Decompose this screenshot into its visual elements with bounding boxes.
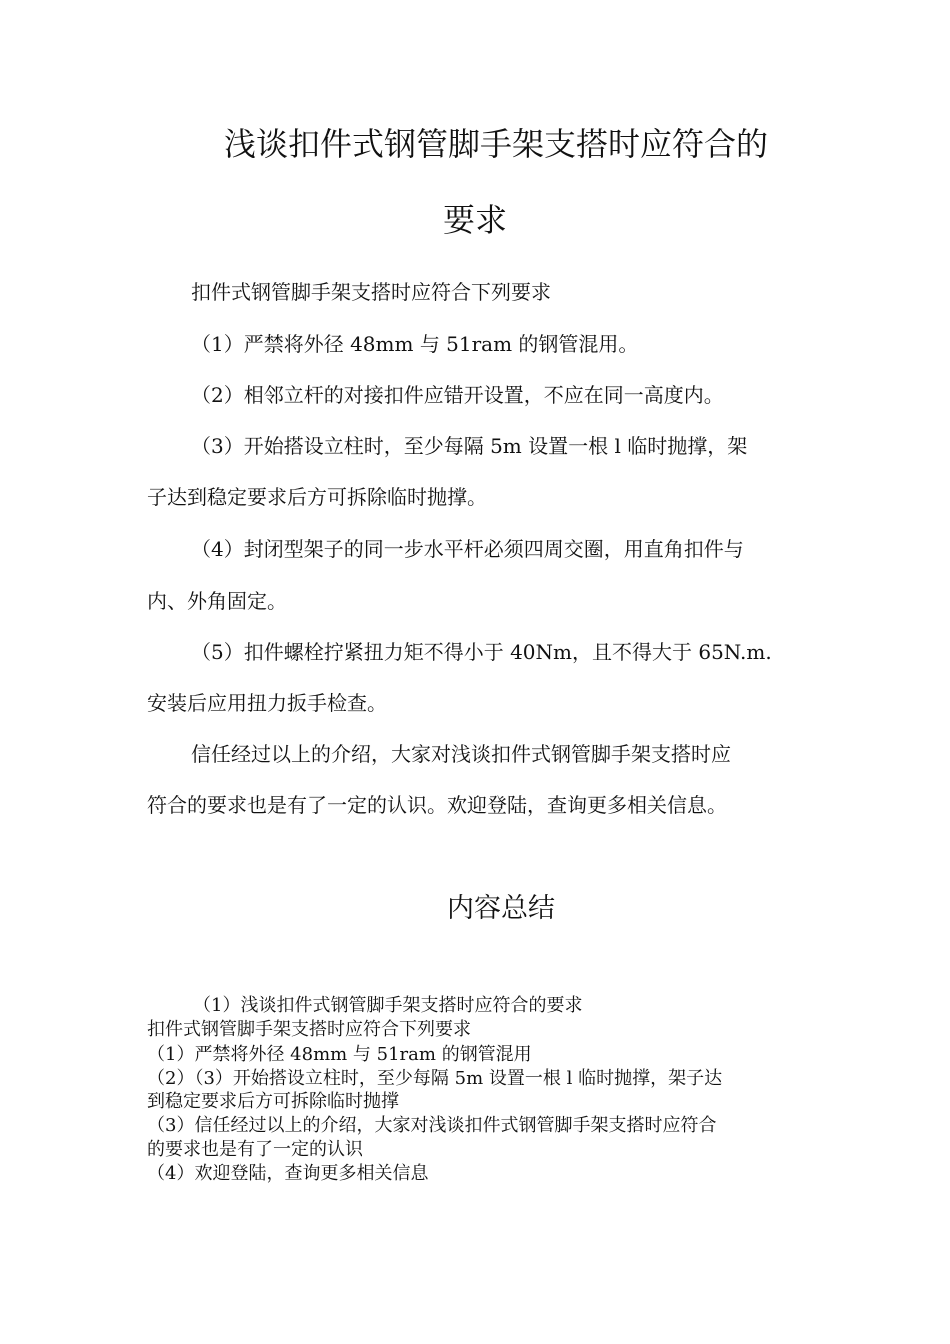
item-3-line-1: （3）开始搭设立柱时，至少每隔 5m 设置一根 l 临时抛撑，架 [191,434,748,458]
intro-paragraph: 扣件式钢管脚手架支搭时应符合下列要求 [191,280,551,304]
summary-line-3: （1）严禁将外径 48mm 与 51ram 的钢管混用 [147,1044,532,1065]
item-2: （2）相邻立杆的对接扣件应错开设置，不应在同一高度内。 [191,383,724,407]
summary-line-5: 到稳定要求后方可拆除临时抛撑 [147,1091,399,1112]
summary-line-7: 的要求也是有了一定的认识 [147,1139,363,1160]
closing-line-1: 信任经过以上的介绍，大家对浅谈扣件式钢管脚手架支搭时应 [191,742,731,766]
item-1: （1）严禁将外径 48mm 与 51ram 的钢管混用。 [191,332,639,356]
item-3-line-2: 子达到稳定要求后方可拆除临时抛撑。 [147,485,487,509]
summary-heading: 内容总结 [447,893,555,924]
item-4-line-2: 内、外角固定。 [147,589,287,613]
summary-line-4: （2）（3）开始搭设立柱时，至少每隔 5m 设置一根 l 临时抛撑，架子达 [147,1068,723,1089]
item-4-line-1: （4）封闭型架子的同一步水平杆必须四周交圈，用直角扣件与 [191,537,744,561]
summary-line-1: （1）浅谈扣件式钢管脚手架支搭时应符合的要求 [193,995,583,1016]
item-5-line-2: 安装后应用扭力扳手检查。 [147,691,387,715]
summary-line-2: 扣件式钢管脚手架支搭时应符合下列要求 [147,1019,471,1040]
closing-line-2: 符合的要求也是有了一定的认识。欢迎登陆，查询更多相关信息。 [147,793,727,817]
summary-line-6: （3）信任经过以上的介绍，大家对浅谈扣件式钢管脚手架支搭时应符合 [147,1115,717,1136]
item-5-line-1: （5）扣件螺栓拧紧扭力矩不得小于 40Nm，且不得大于 65N.m. [191,640,772,664]
document-title-line-1: 浅谈扣件式钢管脚手架支搭时应符合的 [224,125,769,163]
summary-line-8: （4）欢迎登陆，查询更多相关信息 [147,1163,429,1184]
document-title-line-2: 要求 [443,201,508,239]
